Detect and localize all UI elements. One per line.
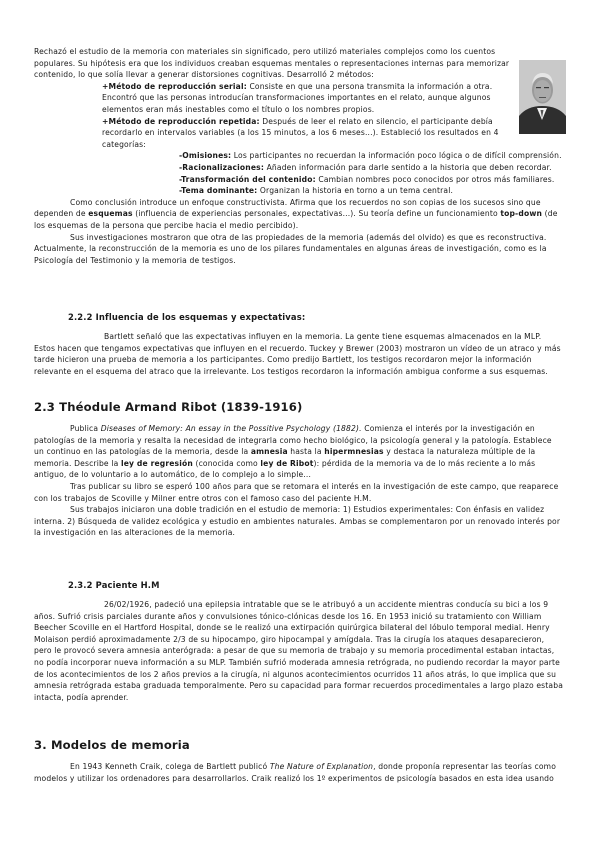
reconstructive-paragraph: Sus investigaciones mostraron que otra de las propiedades de la memoria (además del olvido) es que es reconstructiva. Actualmente, la reconstrucción de la memoria es uno de los pilares fundamentales en algunas áreas de investigación, como es la Psicología del Testimonio y la memoria de testigos.	[34, 232, 547, 265]
section-3-heading: 3. Modelos de memoria	[34, 738, 190, 752]
category-item: -Omisiones: Los participantes no recuerdan la información poco lógica o de difícil comprensión.	[179, 151, 562, 161]
section-2-3-2-heading: 2.3.2 Paciente H.M	[68, 580, 160, 590]
category-item: -Racionalizaciones: Añaden información para darle sentido a la historia que deben recordar.	[179, 162, 552, 172]
section-2-3-2-paragraph: 26/02/1926, padeció una epilepsia intratable que se le atribuyó a un accidente mientras conducía su bici a los 9 años. Sufrió crisis parciales durante años y convulsiones tónico-clónicas desde los 16. En 1953 inició su tratamiento con William Beecher Scoville en el Hartford Hospital, donde se le realizó una extirpación quirúrgica bilateral del lóbulo temporal medial. Henry Molaison perdió aproximadamente 2/3 de su hipocampo, giro hipocampal y amígdala. Tras la cirugía los ataques desaparecieron, pero le provocó severa amnesia anterógrada: a pesar de que su memoria de trabajo y su memoria procedimental estaban intactas, no podía incorporar nueva información a su MLP. También sufrió moderada amnesia retrógrada, no pudiendo recordar la mayor parte de los acontecimientos de los 2 años previos a la cirugía, ni algunos acontecimientos ocurridos 11 años atrás, lo que implica que su amnesia retrógrada estaba graduada temporalmente. Pero su capacidad para formar recuerdos procedimentales a largo plazo estaba intacta, podía aprender.	[34, 600, 563, 702]
method-serial-label: +Método de reproducción serial:	[102, 81, 247, 91]
section-2-2-2-paragraph: Bartlett señaló que las expectativas influyen en la memoria. La gente tiene esquemas almacenados en la MLP. Estos hacen que tengamos expectativas que influyen en el recuerdo. Tuckey y Brewer (2003) mostraron un vídeo de un atraco y más tarde hicieron una prueba de memoria a los participantes. Como predijo Bartlett, los testigos recordaron mejor la información relevante en el esquema del atraco que la irrelevante. Los testigos recordaron la información ambigua conforme a sus esquemas.	[34, 332, 561, 376]
section-3-paragraph: En 1943 Kenneth Craik, colega de Bartlett publicó The Nature of Explanation, donde proponía representar las teorías como modelos y utilizar los ordenadores para desarrollarlos. Craik realizó los 1º experimentos de psicología basados en esta idea usando	[34, 762, 556, 783]
section-2-2-2-heading: 2.2.2 Influencia de los esquemas y expectativas:	[68, 312, 306, 322]
category-item: -Tema dominante: Organizan la historia en torno a un tema central.	[179, 186, 454, 196]
method-repeated-label: +Método de reproducción repetida:	[102, 116, 260, 126]
section-2-3-paragraph-1: Publica Diseases of Memory: An essay in the Possitive Psychology (1882). Comienza el interés por la investigación en patologías de la memoria y resalta la necesidad de integrarla como hecho biológico, la psicología general y la patología. Establece un continuo en las patologías de la memoria, desde la amnesia hasta la hipermnesias y destaca la naturaleza múltiple de la memoria. Describe la ley de regresión (conocida como ley de Ribot): pérdida de la memoria va de lo más reciente a lo más antiguo, de lo voluntario a lo automático, de lo complejo a lo simple...	[34, 424, 552, 480]
method-serial: +Método de reproducción serial: Consiste en que una persona transmita la información a otra. Encontró que las personas introducían transformaciones importantes en el relato, aunque algunos elementos eran más inestables como el título o los nombres propios.	[102, 81, 493, 114]
section-2-3-paragraph-3: Sus trabajos iniciaron una doble tradición en el estudio de memoria: 1) Estudios experimentales: Con énfasis en validez interna. 2) Búsqueda de validez ecológica y estudio en ambientes naturales. Ambas se complementaron por un renovado interés por la investigación en las alteraciones de la memoria.	[34, 505, 561, 538]
category-item: -Transformación del contenido: Cambian nombres poco conocidos por otros más familiares.	[179, 174, 555, 184]
method-repeated: +Método de reproducción repetida: Después de leer el relato en silencio, el participante debía recordarlo en intervalos variables (a los 15 minutos, a los 6 meses...). Estableció los resultados en 4 categorías:	[102, 116, 499, 149]
conclusion-paragraph: Como conclusión introduce un enfoque constructivista. Afirma que los recuerdos no son copias de los sucesos sino que dependen de esquemas (influencia de experiencias personales, expectativas...). Su teoría define un funcionamiento top-down (de los esquemas de la persona que percibe hacia el medio percibido).	[34, 197, 558, 230]
section-2-3-paragraph-2: Tras publicar su libro se esperó 100 años para que se retomara el interés en la investigación de este campo, que reaparece con los trabajos de Scoville y Milner entre otros con el famoso caso del paciente H.M.	[34, 481, 559, 503]
section-2-3-heading: 2.3 Théodule Armand Ribot (1839-1916)	[34, 400, 303, 414]
intro-paragraph: Rechazó el estudio de la memoria con materiales sin significado, pero utilizó materiales complejos como los cuentos populares. Su hipótesis era que los individuos creaban esquemas mentales o representaciones internas para memorizar contenido, lo que solía llevar a generar distorsiones cognitivas. Desarrolló 2 métodos:	[34, 47, 510, 80]
